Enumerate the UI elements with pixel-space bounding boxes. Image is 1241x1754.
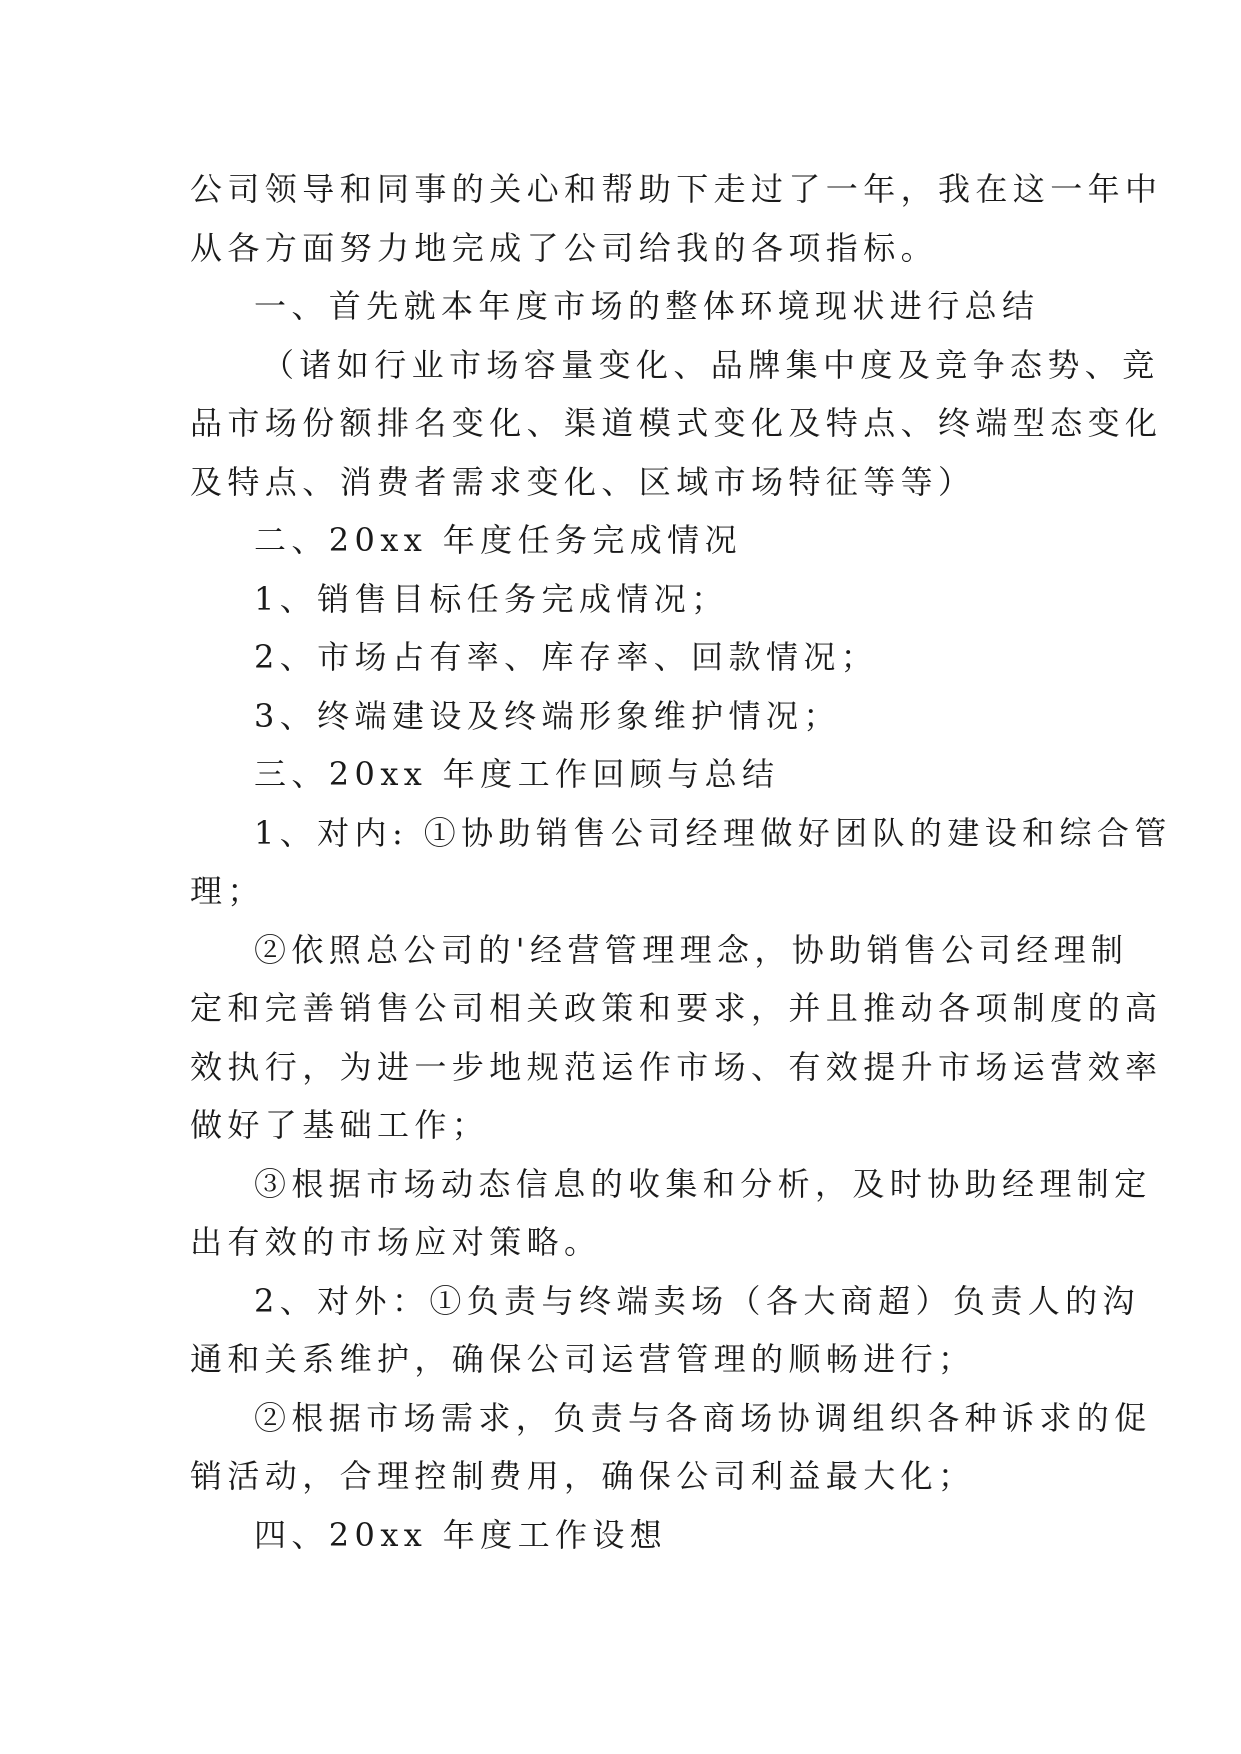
body-line: 做好了基础工作； [190, 1106, 490, 1144]
list-item: 1、销售目标任务完成情况； [254, 579, 729, 618]
body-line: 定和完善销售公司相关政策和要求，并且推动各项制度的高 [190, 989, 1163, 1027]
list-item: ②根据市场需求，负责与各商场协调组织各种诉求的促 [254, 1398, 1152, 1437]
list-item: ③根据市场动态信息的收集和分析，及时协助经理制定 [254, 1164, 1152, 1203]
body-line: 效执行，为进一步地规范运作市场、有效提升市场运营效率 [190, 1047, 1163, 1086]
list-item: 2、市场占有率、库存率、回款情况； [254, 638, 879, 676]
body-line: （诸如行业市场容量变化、品牌集中度及竞争态势、竞 [262, 345, 1160, 384]
body-line: 通和关系维护，确保公司运营管理的顺畅进行； [190, 1340, 976, 1378]
section-heading-3: 三、20xx 年度工作回顾与总结 [254, 755, 780, 793]
list-item: ②依照总公司的'经营管理理念，协助销售公司经理制 [254, 930, 1129, 969]
body-line: 及特点、消费者需求变化、区域市场特征等等） [190, 462, 976, 501]
body-line: 公司领导和同事的关心和帮助下走过了一年，我在这一年中 [190, 170, 1163, 208]
body-line: 品市场份额排名变化、渠道模式变化及特点、终端型态变化 [190, 404, 1163, 442]
document-body [190, 160, 1172, 1564]
list-item: 3、终端建设及终端形象维护情况； [254, 696, 841, 735]
section-heading-2: 二、20xx 年度任务完成情况 [254, 521, 742, 559]
body-line: 理； [190, 872, 265, 910]
section-heading-1: 一、首先就本年度市场的整体环境现状进行总结 [254, 287, 1040, 325]
section-heading-4: 四、20xx 年度工作设想 [254, 1515, 668, 1554]
list-item: 2、对外：①负责与终端卖场（各大商超）负责人的沟 [254, 1281, 1140, 1320]
list-item: 1、对内: ①协助销售公司经理做好团队的建设和综合管 [254, 813, 1172, 852]
body-line: 出有效的市场应对策略。 [190, 1223, 602, 1261]
body-line: 销活动，合理控制费用，确保公司利益最大化； [190, 1457, 976, 1495]
body-line: 从各方面努力地完成了公司给我的各项指标。 [190, 228, 939, 267]
